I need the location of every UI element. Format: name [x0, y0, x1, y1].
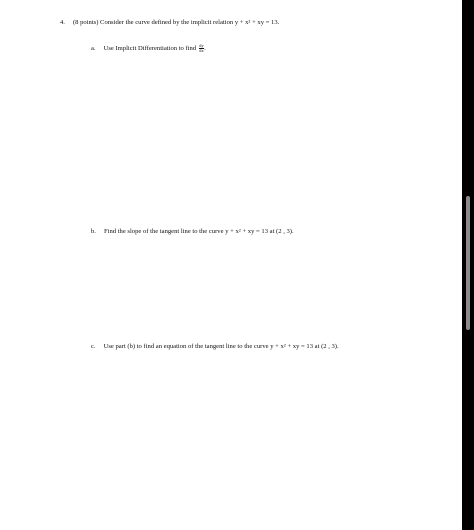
- question-4: [60, 19, 279, 27]
- part-a-text: Use Implicit Differentiation to find: [103, 45, 198, 53]
- question-number: 4.: [60, 19, 65, 26]
- part-c: [91, 343, 339, 351]
- question-text: (8 points) Consider the curve defined by the implicit relation: [72, 19, 235, 26]
- part-a-letter: a.: [91, 45, 96, 53]
- part-c-text: Use part (b) to find an equation of the tangent line to the curve: [103, 343, 271, 350]
- scrollbar-thumb[interactable]: [466, 196, 470, 330]
- part-b-equation: y + x² + xy = 13 at (2 , 3).: [225, 228, 294, 235]
- part-c-equation: y + x² + xy = 13 at (2 , 3).: [270, 343, 339, 350]
- fraction-denominator: dx: [199, 48, 204, 53]
- part-c-letter: c.: [91, 343, 96, 350]
- part-b-text: Find the slope of the tangent line to the curve: [103, 228, 226, 235]
- part-a-tail: .: [204, 45, 206, 53]
- part-b-letter: b.: [91, 228, 96, 235]
- part-a: [91, 44, 206, 53]
- question-equation: y + x² + xy = 13.: [234, 19, 280, 26]
- fraction-numerator: dy: [199, 43, 204, 48]
- part-b: [91, 228, 294, 236]
